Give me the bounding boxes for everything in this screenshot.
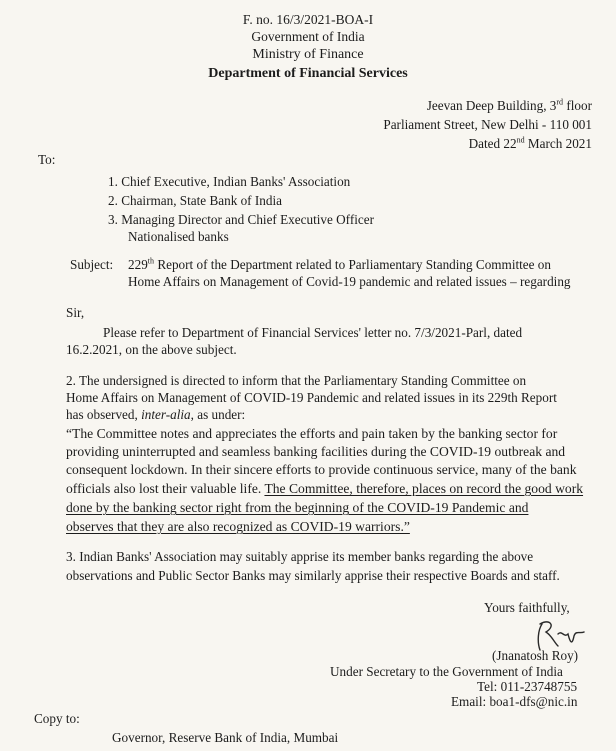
quote-line-6 [66,519,410,535]
address-building: Jeevan Deep Building, 3rd floor [426,97,592,113]
signatory-designation: Under Secretary to the Government of India [330,664,563,679]
copy-to-line-1: Governor, Reserve Bank of India, Mumbai [112,730,339,745]
recipient-3-line2: Nationalised banks [128,229,229,244]
government-line: Government of India [251,29,365,44]
signatory-tel: Tel: 011-23748755 [477,679,578,694]
para2-line-3: has observed, inter-alia, as under: [66,407,246,422]
file-number: F. no. 16/3/2021-BOA-I [242,12,374,27]
signatory-email: Email: boa1-dfs@nic.in [451,694,578,709]
para1-line-2: 16.2.2021, on the above subject. [66,342,237,357]
quote-line-3: consequent lockdown. In their sincere efforts to provide continuous service, many of the bank [66,462,577,477]
to-label: To: [38,152,56,167]
highlight-underline-3: observes that they are also recognized as COVID-19 warriors.” [66,519,410,534]
ministry-line: Ministry of Finance [252,47,364,62]
quote-line-2: providing uninterrupted and seamless banking facilities during the COVID-19 outbreak and [66,444,566,459]
para2-line-2: Home Affairs on Management of COVID-19 Pandemic and related issues in its 229th Report [66,390,557,405]
subject-label: Subject: [70,257,114,272]
yours-faithfully: Yours faithfully, [484,600,570,615]
department-line: Department of Financial Services [208,66,408,81]
para1-line-1: Please refer to Department of Financial Services' letter no. 7/3/2021-Parl, dated [103,325,523,340]
para3-line-1: 3. Indian Banks' Association may suitably apprise its member banks regarding the above [66,549,534,564]
recipient-1: 1. Chief Executive, Indian Banks' Association [108,174,351,189]
subject-line-1: 229th Report of the Department related to Parliamentary Standing Committee on [128,256,551,272]
signatory-name: (Jnanatosh Roy) [492,648,579,663]
quote-line-4: officials also lost their valuable life. The Committee, therefore, places on record the good work [66,481,584,496]
para3-line-2: observations and Public Sector Banks may similarly apprise their respective Boards and staff. [66,568,560,583]
salutation: Sir, [66,305,85,320]
quote-line-1: “The Committee notes and appreciates the efforts and pain taken by the banking sector for [66,426,558,441]
subject-line-2: Home Affairs on Management of Covid-19 pandemic and related issues – regarding [128,274,571,289]
para2-line-1: 2. The undersigned is directed to inform that the Parliamentary Standing Committee on [66,373,527,388]
address-street: Parliament Street, New Delhi - 110 001 [383,117,592,132]
highlight-underline-1: The Committee, therefore, places on record the good work [264,481,584,496]
quote-line-5: done by the banking sector right from the beginning of the COVID-19 Pandemic and [66,500,529,515]
recipient-3: 3. Managing Director and Chief Executive Officer [108,212,374,227]
recipient-2: 2. Chairman, State Bank of India [108,193,282,208]
letter-date: Dated 22nd March 2021 [468,135,592,151]
copy-to-label: Copy to: [34,711,80,726]
